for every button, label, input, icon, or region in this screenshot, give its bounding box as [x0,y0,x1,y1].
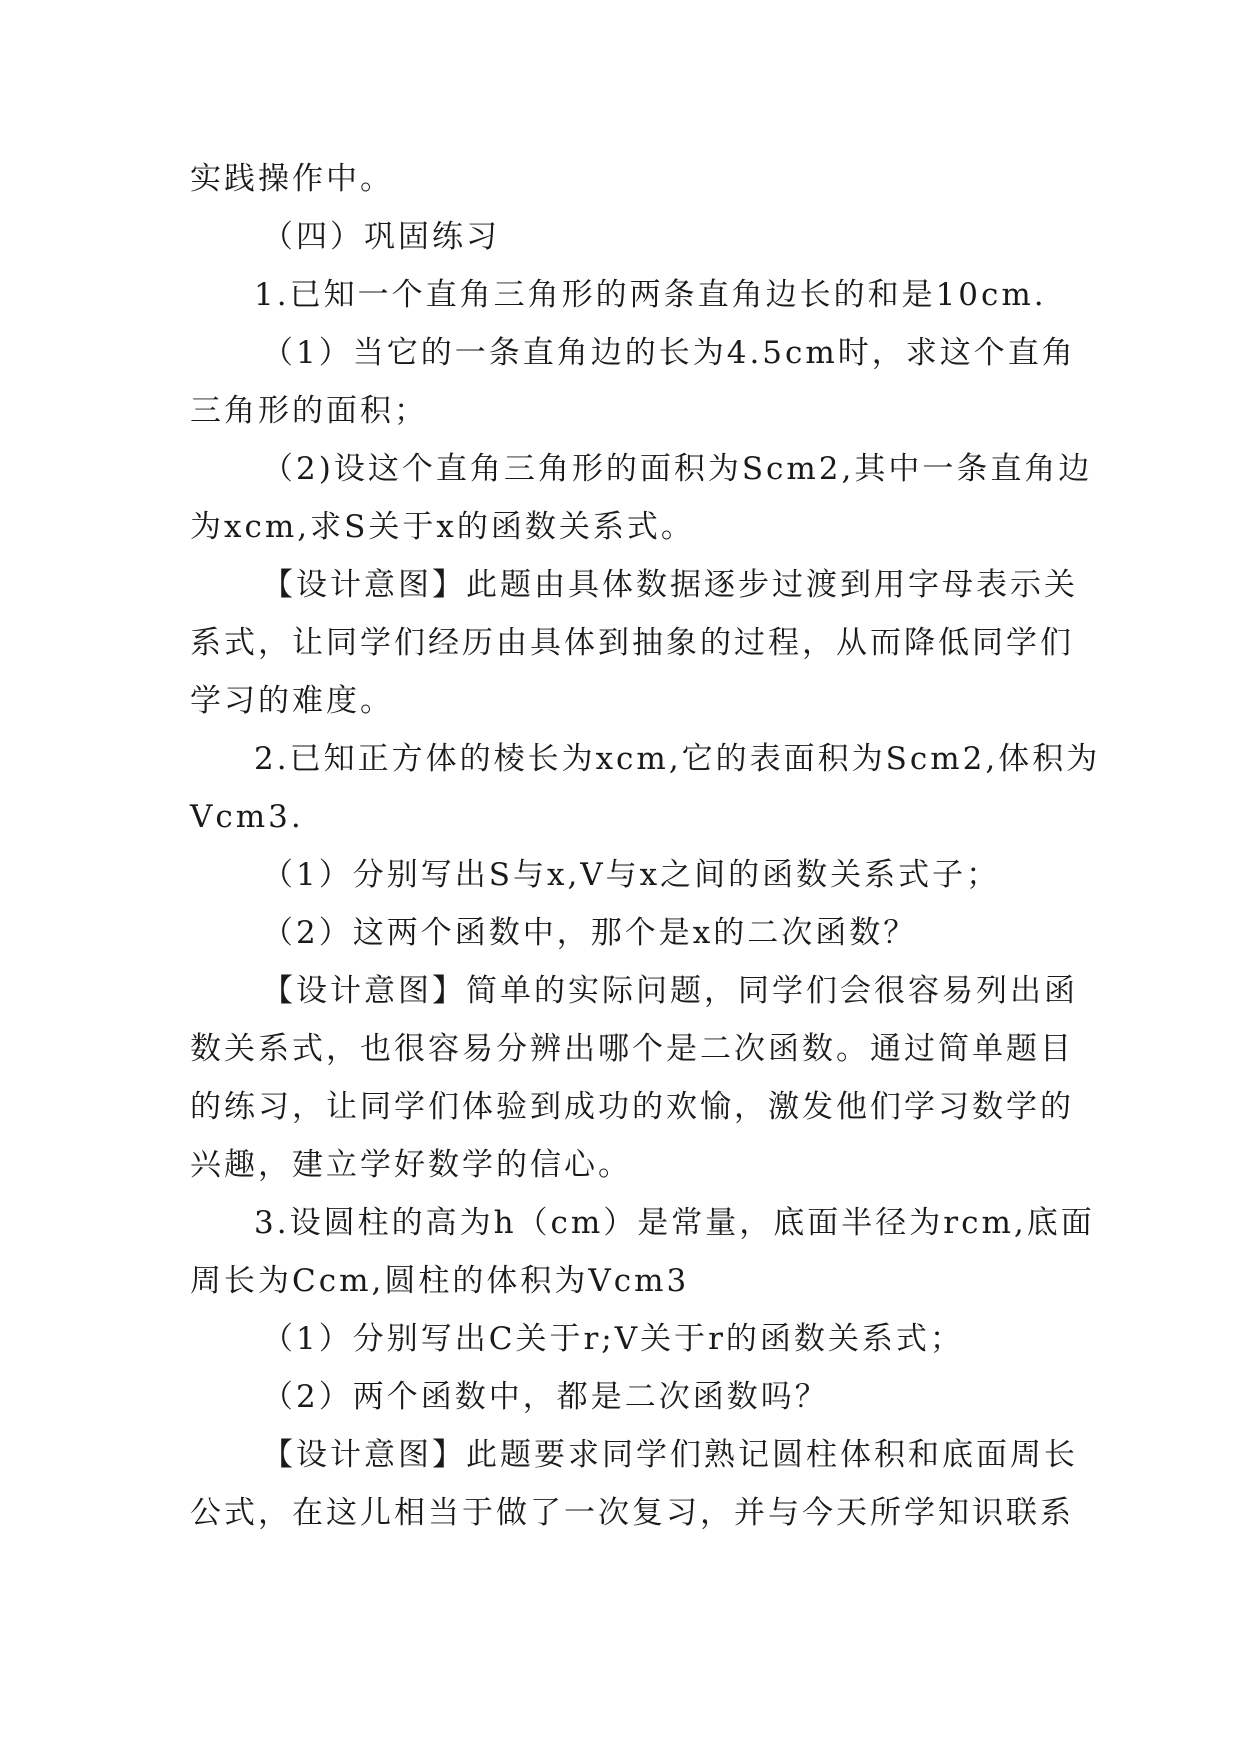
text-line: 【设计意图】此题要求同学们熟记圆柱体积和底面周长 [262,1437,1078,1473]
text-line: （2）两个函数中，都是二次函数吗？ [262,1379,829,1415]
section-heading: （四）巩固练习 [262,219,500,255]
text-line: 2.已知正方体的棱长为xcm,它的表面积为Scm2,体积为 [254,741,1101,777]
text-line: 公式，在这儿相当于做了一次复习，并与今天所学知识联系 [190,1495,1074,1531]
text-line: 为xcm,求S关于x的函数关系式。 [190,509,695,545]
document-body [190,150,1101,1542]
text-line: 【设计意图】简单的实际问题，同学们会很容易列出函 [262,973,1078,1009]
text-line: 的练习，让同学们体验到成功的欢愉，激发他们学习数学的 [190,1089,1074,1125]
text-line: Vcm3. [190,799,304,835]
text-line: （2）这两个函数中，那个是x的二次函数？ [262,915,918,951]
text-line: 学习的难度。 [190,683,394,719]
text-line: （1）当它的一条直角边的长为4.5cm时，求这个直角 [262,335,1076,371]
text-line: 【设计意图】此题由具体数据逐步过渡到用字母表示关 [262,567,1078,603]
text-line: 1.已知一个直角三角形的两条直角边长的和是10cm. [254,277,1047,313]
text-line: （2)设这个直角三角形的面积为Scm2,其中一条直角边 [262,451,1093,487]
text-line: 数关系式，也很容易分辨出哪个是二次函数。通过简单题目 [190,1031,1074,1067]
text-line: （1）分别写出C关于r;V关于r的函数关系式； [262,1321,964,1357]
text-line: 兴趣，建立学好数学的信心。 [190,1147,632,1183]
text-line: 周长为Ccm,圆柱的体积为Vcm3 [190,1263,690,1299]
text-line: 实践操作中。 [190,161,394,197]
text-line: 三角形的面积； [190,393,428,429]
text-line: （1）分别写出S与x,V与x之间的函数关系式子； [262,857,1001,893]
text-line: 系式，让同学们经历由具体到抽象的过程，从而降低同学们 [190,625,1074,661]
text-line: 3.设圆柱的高为h（cm）是常量，底面半径为rcm,底面 [254,1205,1095,1241]
